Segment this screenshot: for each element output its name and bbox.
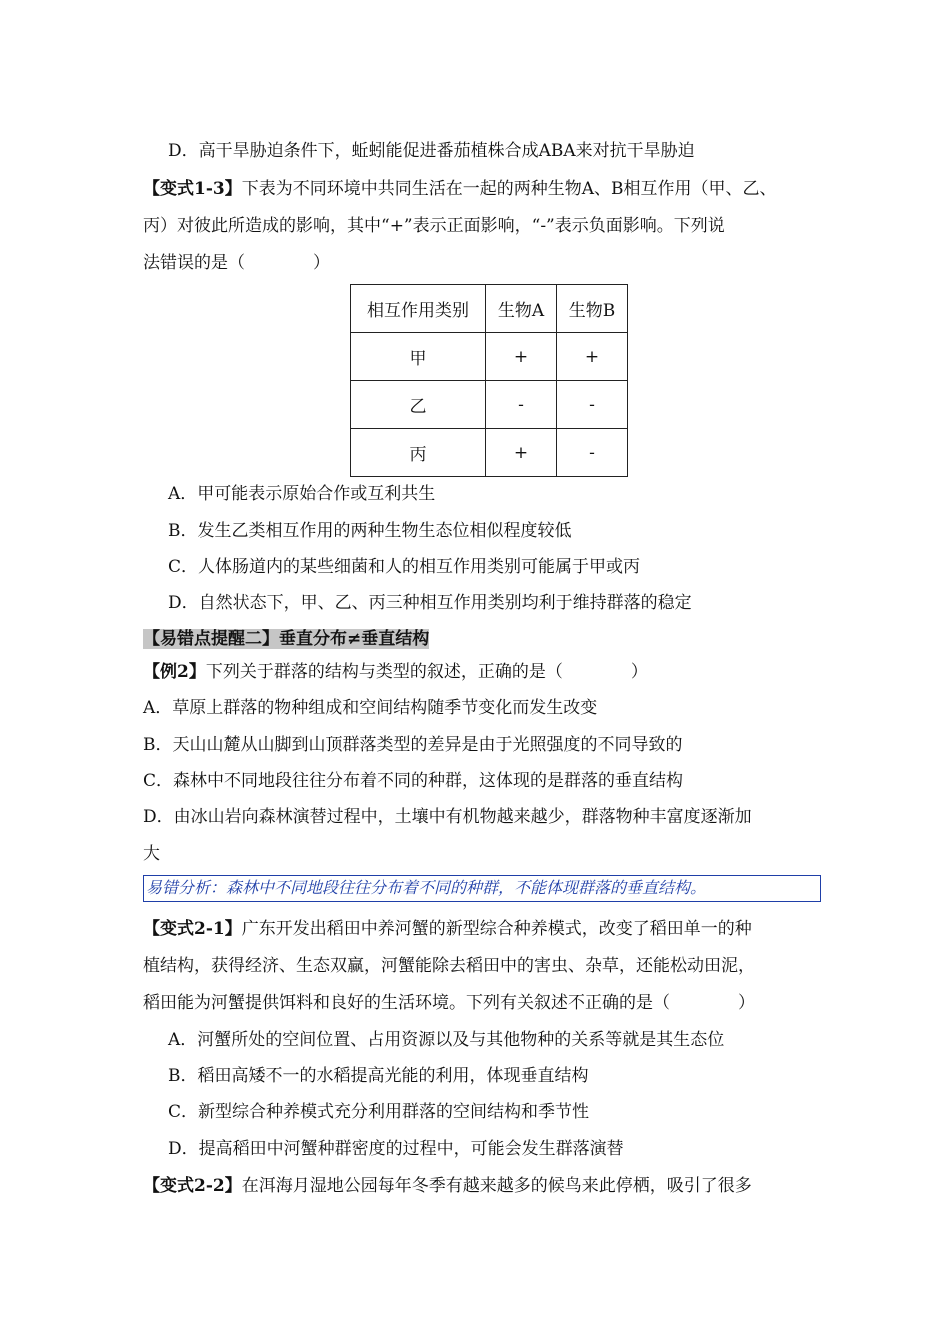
variant-2-1-text: 广东开发出稻田中养河蟹的新型综合种养模式，改变了稻田单一的种 (241, 919, 752, 939)
table-header: 生物B (557, 285, 628, 333)
example-2-option-a: A．草原上群落的物种组成和空间结构随季节变化而发生改变 (143, 698, 598, 718)
example-2-option-d: D．由冰山岩向森林演替过程中，土壤中有机物越来越少，群落物种丰富度逐渐加 (143, 807, 752, 827)
variant-2-2-text: 在洱海月湿地公园每年冬季有越来越多的候鸟来此停栖，吸引了很多 (241, 1176, 752, 1196)
example-2-option-c: C．森林中不同地段往往分布着不同的种群，这体现的是群落的垂直结构 (143, 771, 684, 791)
table-header-row (351, 285, 628, 333)
table-row (351, 333, 628, 381)
table-cell: 甲 (351, 333, 486, 381)
variant-2-1-option-a: A．河蟹所处的空间位置、占用资源以及与其他物种的关系等就是其生态位 (168, 1030, 725, 1050)
variant-1-3-option-a: A．甲可能表示原始合作或互利共生 (168, 484, 436, 504)
variant-1-3-tag: 【变式1-3】 (143, 179, 242, 199)
example-2-option-b: B．天山山麓从山脚到山顶群落类型的差异是由于光照强度的不同导致的 (143, 735, 683, 755)
table-cell: - (557, 381, 628, 429)
variant-2-2-stem-line1 (143, 1173, 752, 1199)
table-cell: + (486, 333, 557, 381)
variant-2-1-tag: 【变式2-1】 (143, 919, 242, 939)
table-cell: + (486, 429, 557, 477)
variant-1-3-stem-line3: 法错误的是（ ） (143, 253, 330, 273)
variant-1-3-stem-line1 (143, 176, 777, 202)
table-cell: 乙 (351, 381, 486, 429)
example-2-text: 下列关于群落的结构与类型的叙述，正确的是（ ） (205, 662, 648, 682)
section-title (143, 626, 429, 652)
q12-option-d: D．高干旱胁迫条件下，蚯蚓能促进番茄植株合成ABA来对抗干旱胁迫 (168, 141, 695, 161)
table-cell: - (486, 381, 557, 429)
error-analysis-box: 易错分析：森林中不同地段往往分布着不同的种群，不能体现群落的垂直结构。 (143, 875, 821, 902)
variant-2-1-stem-line3: 稻田能为河蟹提供饵料和良好的生活环境。下列有关叙述不正确的是（ ） (143, 993, 755, 1013)
variant-2-1-stem-line2: 植结构，获得经济、生态双赢，河蟹能除去稻田中的害虫、杂草，还能松动田泥， (143, 956, 755, 976)
interaction-table (350, 284, 628, 477)
variant-1-3-stem-line2: 丙）对彼此所造成的影响，其中“+”表示正面影响，“-”表示负面影响。下列说 (143, 216, 725, 236)
example-2-tag: 【例2】 (143, 662, 206, 682)
table-header: 相互作用类别 (351, 285, 486, 333)
variant-1-3-option-c: C．人体肠道内的某些细菌和人的相互作用类别可能属于甲或丙 (168, 557, 641, 577)
variant-1-3-text: 下表为不同环境中共同生活在一起的两种生物A、B相互作用（甲、乙、 (241, 179, 777, 199)
variant-2-1-option-c: C．新型综合种养模式充分利用群落的空间结构和季节性 (168, 1102, 590, 1122)
table-cell: 丙 (351, 429, 486, 477)
table-row (351, 381, 628, 429)
example-2-option-d-continued: 大 (143, 844, 160, 864)
section-title-text: 【易错点提醒二】垂直分布≠垂直结构 (143, 629, 430, 649)
example-2-stem (143, 659, 648, 685)
variant-2-1-option-b: B．稻田高矮不一的水稻提高光能的利用，体现垂直结构 (168, 1066, 589, 1086)
variant-2-1-option-d: D．提高稻田中河蟹种群密度的过程中，可能会发生群落演替 (168, 1139, 624, 1159)
table-row (351, 429, 628, 477)
variant-1-3-option-b: B．发生乙类相互作用的两种生物生态位相似程度较低 (168, 521, 572, 541)
table-cell: + (557, 333, 628, 381)
variant-2-2-tag: 【变式2-2】 (143, 1176, 242, 1196)
variant-1-3-option-d: D．自然状态下，甲、乙、丙三种相互作用类别均利于维持群落的稳定 (168, 593, 692, 613)
variant-2-1-stem-line1 (143, 916, 752, 942)
table-header: 生物A (486, 285, 557, 333)
table-cell: - (557, 429, 628, 477)
